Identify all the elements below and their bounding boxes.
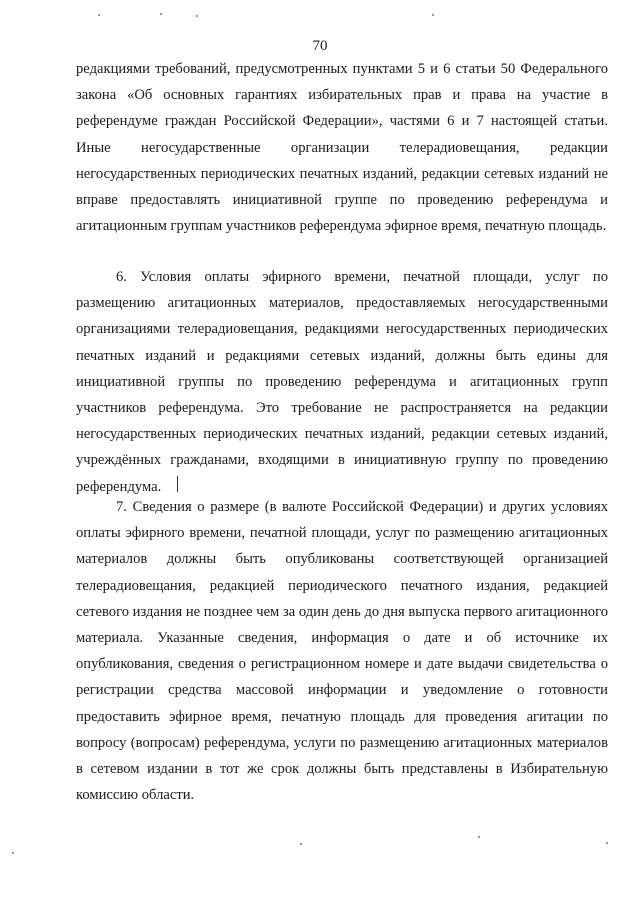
paragraph-item-7: 7. Сведения о размере (в валюте Российской Федерации) и других условиях оплаты эфирного времени, печатной площади, услуг по размещению агитационных материалов должны быть опубликованы соответствующей организацией телерадиовещания, редакцией периодического печатного издания, редакцией сетевого издания не позднее чем за один день до дня выпуска первого агитационного материала. Указанные сведения, информация о дате и об источнике их опубликования, сведения о регистрационном номере и дате выдачи свидетельства о регистрации средства массовой информации и уведомление о готовности предоставить эфирное время, печатную площадь для проведения агитации по вопросу (вопросам) референдума, услуги по размещению агитационных материалов в сетевом издании в тот же срок должны быть представлены в Избирательную комиссию области.	[76, 499, 608, 804]
scan-speck	[98, 14, 100, 16]
scan-speck	[300, 843, 302, 845]
paragraph-item-6: 6. Условия оплаты эфирного времени, печатной площади, услуг по размещению агитационных материалов, предоставляемых негосударственными организациями телерадиовещания, редакциями негосударственных периодических печатных изданий и редакциями сетевых изданий, должны быть едины для инициативной группы по проведению референдума и агитационных групп участников референдума. Это требование не распространяется на редакции негосударственных периодических печатных изданий, редакции сетевых изданий, учреждённых гражданами, входящими в инициативную группу по проведению референдума.	[76, 269, 608, 495]
scan-mark	[177, 476, 178, 492]
scan-speck	[160, 13, 162, 15]
scan-speck	[432, 14, 434, 16]
scan-speck	[478, 836, 480, 838]
paragraph-item-6-block	[76, 264, 608, 500]
scan-speck	[196, 15, 198, 17]
scan-speck	[12, 852, 14, 854]
paragraph-continuation: редакциями требований, предусмотренных пунктами 5 и 6 статьи 50 Федерального закона «Об основных гарантиях избирательных прав и права на участие в референдуме граждан Российской Федерации», частями 6 и 7 настоящей статьи. Иные негосударственные организации телерадиовещания, редакции негосударственных периодических печатных изданий, редакции сетевых изданий не вправе предоставлять инициативной группе по проведению референдума и агитационным группам участников референдума эфирное время, печатную площадь.	[76, 61, 608, 235]
page-number: 70	[312, 38, 328, 54]
paragraph-item-7-block	[76, 494, 608, 808]
paragraph-continuation-block	[76, 56, 608, 239]
scan-speck	[606, 842, 608, 844]
